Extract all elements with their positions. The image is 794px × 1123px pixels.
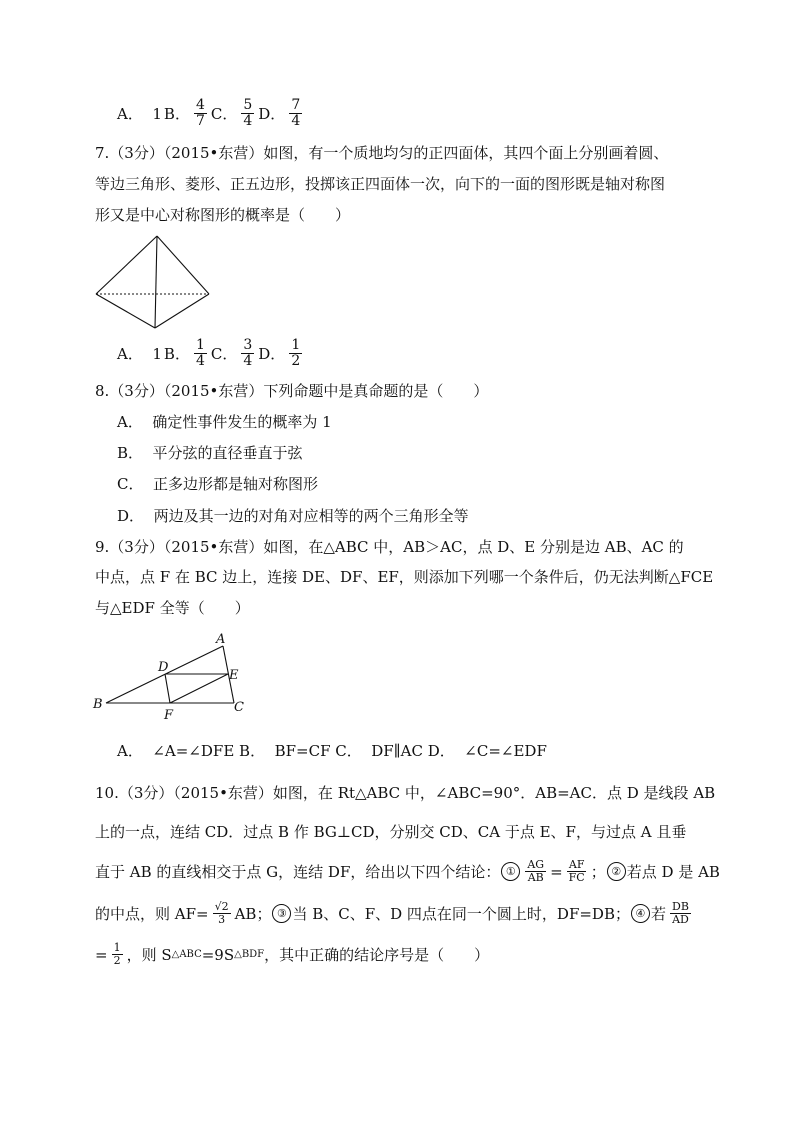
numerator: 3 (243, 337, 253, 353)
q10-line-3 (95, 859, 720, 884)
edge (157, 236, 209, 294)
q6-options (117, 98, 306, 129)
text: 若 (650, 904, 666, 923)
text: 直于 AB 的直线相交于点 G，连结 DF，给出以下四个结论： (95, 862, 501, 881)
q6-option-b-fraction (194, 98, 207, 129)
q8-option-d: D． 两边及其一边的对角对应相等的两个三角形全等 (117, 507, 469, 525)
denominator: 2 (291, 353, 301, 369)
numerator: 7 (291, 97, 301, 113)
circled-number-4: ④ (631, 904, 650, 923)
q9-options: A． ∠A=∠DFE B． BF=CF C． DF∥AC D． ∠C=∠EDF (117, 742, 547, 760)
q9-stem-line-2: 中点，点 F 在 BC 边上，连接 DE、DF、EF，则添加下列哪一个条件后，仍无法判断△FCE (95, 568, 714, 586)
edge (96, 236, 157, 294)
q7-options (117, 338, 306, 369)
q7-option-a: A． 1 (117, 345, 162, 363)
q7-option-b-label: B． (163, 345, 190, 363)
text: 若点 D 是 AB (626, 862, 720, 881)
label-e: E (229, 668, 239, 683)
q7-stem-line-3: 形又是中心对称图形的概率是（ ） (95, 206, 351, 224)
text: 的中点，则 AF= (95, 904, 209, 923)
denominator: 4 (291, 113, 301, 129)
q7-option-c-label: C． (210, 345, 238, 363)
q10-line-1: 10.（3分）（2015•东营）如图，在 Rt△ABC 中，∠ABC=90°．AB=AC．点 D 是线段 AB (95, 784, 716, 802)
numerator: 4 (195, 97, 205, 113)
segment-ef (170, 674, 228, 703)
edge (96, 294, 155, 328)
q6-option-d-fraction (289, 98, 302, 129)
equals: = (550, 862, 563, 881)
q9-stem-line-1: 9.（3分）（2015•东营）如图，在△ABC 中，AB＞AC，点 D、E 分别是边 AB、AC 的 (95, 538, 684, 556)
numerator: 1 (113, 941, 121, 954)
text: ，其中正确的结论序号是（ ） (264, 945, 490, 964)
denominator: 4 (195, 353, 205, 369)
q6-option-d-label: D． (258, 105, 286, 123)
subscript-abc: △ABC (171, 948, 202, 960)
label-d: D (158, 660, 169, 675)
fraction-ag-ab (525, 859, 546, 884)
label-b: B (93, 697, 103, 712)
circled-number-3: ③ (272, 904, 291, 923)
numerator: 1 (291, 337, 301, 353)
edge (155, 236, 157, 328)
fraction-sqrt2-3 (213, 901, 231, 926)
fraction-af-fc (567, 859, 587, 884)
edge (155, 294, 209, 328)
q7-option-c-fraction (241, 338, 254, 369)
numerator: √2 (214, 900, 229, 913)
numerator: 5 (243, 97, 253, 113)
denominator: 2 (113, 954, 121, 967)
denominator: AD (672, 913, 689, 926)
q8-option-b: B． 平分弦的直径垂直于弦 (117, 444, 303, 462)
q7-stem-line-2: 等边三角形、菱形、正五边形，投掷该正四面体一次，向下的一面的图形既是轴对称图 (95, 175, 666, 193)
q10-line-5 (95, 942, 489, 967)
q7-option-d-label: D． (258, 345, 286, 363)
text: ，则 S (126, 945, 172, 964)
q9-stem-line-3: 与△EDF 全等（ ） (95, 599, 250, 617)
q7-option-b-fraction (194, 338, 207, 369)
denominator: AB (527, 871, 544, 884)
denominator: 7 (195, 113, 205, 129)
label-a: A (216, 632, 226, 647)
text: 当 B、C、F、D 四点在同一个圆上时，DF=DB； (292, 904, 630, 923)
denominator: 4 (243, 113, 253, 129)
label-c: C (234, 700, 244, 715)
q6-option-a: A． 1 (117, 105, 162, 123)
q6-option-b-label: B． (163, 105, 190, 123)
denominator: 3 (218, 913, 226, 926)
denominator: 4 (243, 353, 253, 369)
label-f: F (164, 708, 174, 723)
denominator: FC (568, 871, 585, 884)
numerator: AF (568, 858, 585, 871)
q8-option-c: C． 正多边形都是轴对称图形 (117, 475, 319, 493)
q8-stem: 8.（3分）（2015•东营）下列命题中是真命题的是（ ） (95, 382, 489, 400)
q10-line-2: 上的一点，连结 CD．过点 B 作 BG⊥CD，分别交 CD、CA 于点 E、F，与过点 A 且垂 (95, 823, 687, 841)
circled-number-1: ① (501, 862, 520, 881)
q6-option-c-fraction (241, 98, 254, 129)
tetrahedron-figure (94, 232, 214, 332)
q7-option-d-fraction (289, 338, 302, 369)
q7-stem-line-1: 7.（3分）（2015•东营）如图，有一个质地均匀的正四面体，其四个面上分别画着圆、 (95, 144, 669, 162)
triangle-figure (90, 628, 260, 724)
fraction-db-ad (670, 901, 691, 926)
fraction-1-2 (112, 942, 123, 967)
numerator: DB (672, 900, 689, 913)
circled-number-2: ② (607, 862, 626, 881)
text: ； (590, 862, 606, 881)
q8-option-a: A． 确定性事件发生的概率为 1 (117, 413, 332, 431)
text: AB； (234, 904, 272, 923)
subscript-bdf: △BDF (234, 948, 265, 960)
text: =9S (201, 945, 235, 964)
numerator: 1 (195, 337, 205, 353)
q10-line-4 (95, 901, 695, 926)
equals: = (95, 945, 108, 964)
q6-option-c-label: C． (210, 105, 238, 123)
numerator: AG (527, 858, 545, 871)
segment-df (165, 674, 170, 703)
